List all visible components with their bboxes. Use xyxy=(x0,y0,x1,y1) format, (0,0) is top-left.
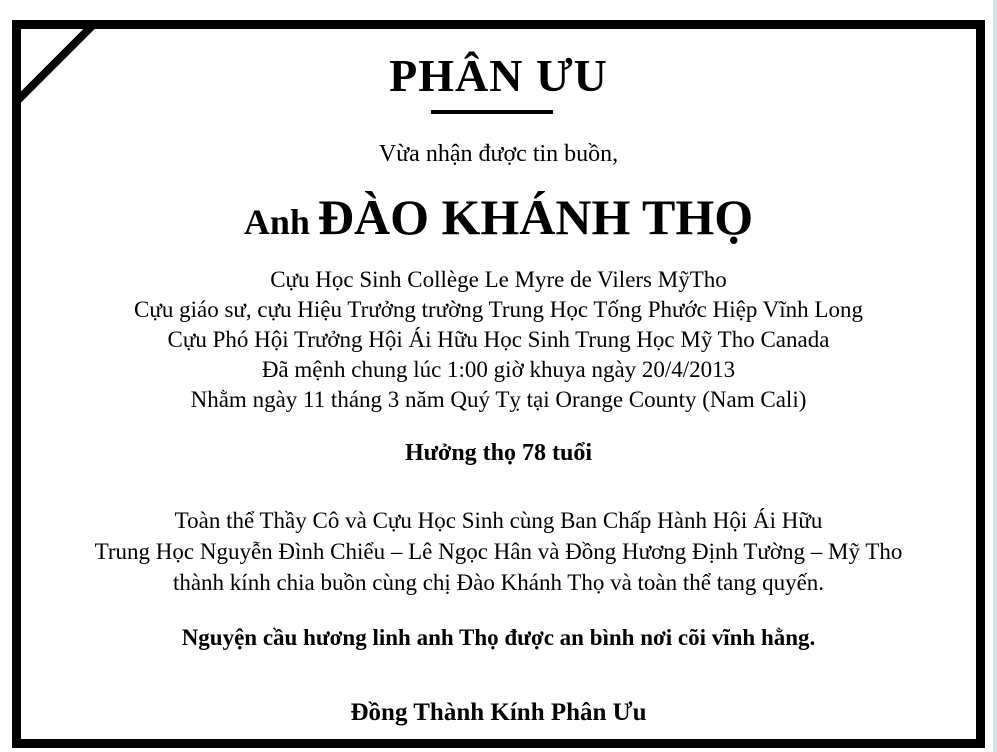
condolence-line: thành kính chia buồn cùng chị Đào Khánh Thọ và toàn thể tang quyến. xyxy=(172,570,825,595)
condolence-line: Toàn thể Thầy Cô và Cựu Học Sinh cùng Ban Chấp Hành Hội Ái Hữu xyxy=(174,508,823,533)
name-prefix: Anh xyxy=(243,202,310,242)
detail-line: Cựu giáo sư, cựu Hiệu Trưởng trường Trung Học Tống Phước Hiệp Vĩnh Long xyxy=(134,297,863,322)
detail-line: Nhằm ngày 11 tháng 3 năm Quý Tỵ tại Orange County (Nam Cali) xyxy=(190,387,807,412)
deceased-name-line xyxy=(21,187,976,260)
mourning-notice-frame xyxy=(12,20,985,748)
intro-text: Vừa nhận được tin buồn, xyxy=(378,141,619,167)
notice-title: PHÂN ƯU xyxy=(389,50,608,101)
detail-line: Cựu Học Sinh Collège Le Myre de Vilers MỹTho xyxy=(270,267,727,292)
title-underline xyxy=(431,110,553,114)
age-text: Hưởng thọ 78 tuổi xyxy=(404,440,593,466)
detail-line: Cựu Phó Hội Trưởng Hội Ái Hữu Học Sinh Trung Học Mỹ Tho Canada xyxy=(167,327,830,352)
page-edge xyxy=(993,0,997,752)
detail-line: Đã mệnh chung lúc 1:00 giờ khuya ngày 20/4/2013 xyxy=(261,357,736,382)
condolence-line: Trung Học Nguyễn Đình Chiểu – Lê Ngọc Hân và Đồng Hương Định Tường – Mỹ Tho xyxy=(94,539,903,564)
signature: Đồng Thành Kính Phân Ưu xyxy=(350,699,647,726)
closing-prayer: Nguyện cầu hương linh anh Thọ được an bình nơi cõi vĩnh hằng. xyxy=(181,625,816,650)
deceased-name: ĐÀO KHÁNH THỌ xyxy=(317,189,754,245)
